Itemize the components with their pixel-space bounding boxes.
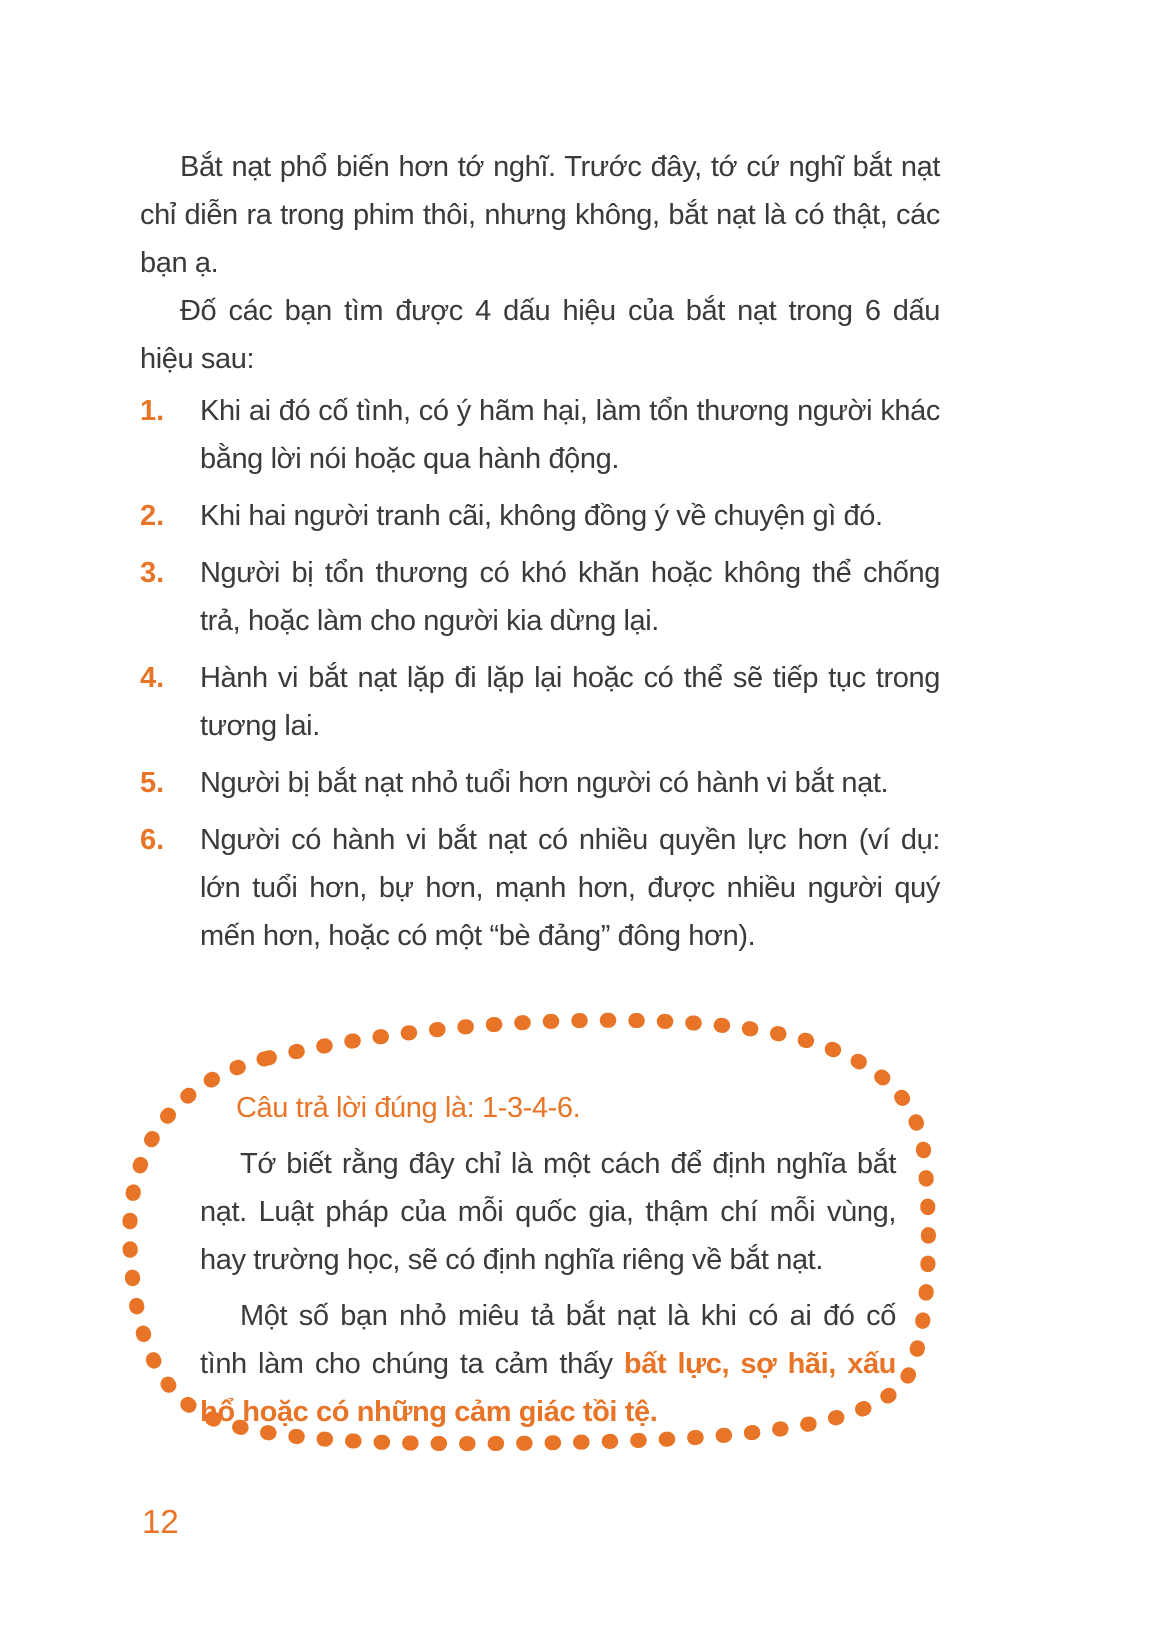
list-item: [140, 387, 940, 483]
list-item-number: 2.: [140, 500, 165, 532]
list-item: [140, 759, 940, 807]
answer-paragraph-2-highlight: bất lực, sợ hãi, xấu hổ hoặc có những cảm giác tồi tệ.: [200, 1348, 896, 1428]
intro-section: [140, 143, 940, 383]
list-item-number: 5.: [140, 767, 165, 799]
answer-paragraph-2: [200, 1292, 896, 1436]
list-item: [140, 654, 940, 750]
bullying-signs-list: [140, 387, 940, 960]
list-item-text: Hành vi bắt nạt lặp đi lặp lại hoặc có thể sẽ tiếp tục trong tương lai.: [200, 662, 940, 742]
list-item-text: Người bị tổn thương có khó khăn hoặc không thể chống trả, hoặc làm cho người kia dừng lại.: [200, 557, 940, 637]
list-item-number: 4.: [140, 662, 165, 694]
page-content: [140, 143, 940, 1464]
list-item: [140, 549, 940, 645]
answer-paragraph-1: Tớ biết rằng đây chỉ là một cách để định nghĩa bắt nạt. Luật pháp của mỗi quốc gia, thậm chí mỗi vùng, hay trường học, sẽ có định nghĩa riêng về bắt nạt.: [200, 1148, 896, 1276]
list-item: [140, 816, 940, 960]
list-item: [140, 492, 940, 540]
intro-paragraph-2: Đố các bạn tìm được 4 dấu hiệu của bắt nạt trong 6 dấu hiệu sau:: [140, 295, 940, 375]
list-item-text: Khi hai người tranh cãi, không đồng ý về chuyện gì đó.: [200, 500, 883, 532]
list-item-text: Khi ai đó cố tình, có ý hãm hại, làm tổn thương người khác bằng lời nói hoặc qua hành động.: [200, 395, 940, 475]
answer-line: Câu trả lời đúng là: 1-3-4-6.: [236, 1092, 581, 1124]
list-item-number: 1.: [140, 395, 165, 427]
list-item-text: Người bị bắt nạt nhỏ tuổi hơn người có hành vi bắt nạt.: [200, 767, 889, 799]
intro-paragraph-1: Bắt nạt phổ biến hơn tớ nghĩ. Trước đây, tớ cứ nghĩ bắt nạt chỉ diễn ra trong phim thôi, nhưng không, bắt nạt là có thật, các bạn ạ.: [140, 151, 940, 279]
list-item-number: 3.: [140, 557, 165, 589]
answer-box: [118, 1006, 942, 1464]
list-item-number: 6.: [140, 824, 165, 856]
list-item-text: Người có hành vi bắt nạt có nhiều quyền lực hơn (ví dụ: lớn tuổi hơn, bự hơn, mạnh hơn, được nhiều người quý mến hơn, hoặc có một “bè đảng” đông hơn).: [200, 824, 940, 952]
page-number: 12: [142, 1503, 179, 1540]
answer-paragraph-2-normal: Một số bạn nhỏ miêu tả bắt nạt là khi có ai đó cố tình làm cho chúng ta cảm thấy: [200, 1300, 896, 1380]
